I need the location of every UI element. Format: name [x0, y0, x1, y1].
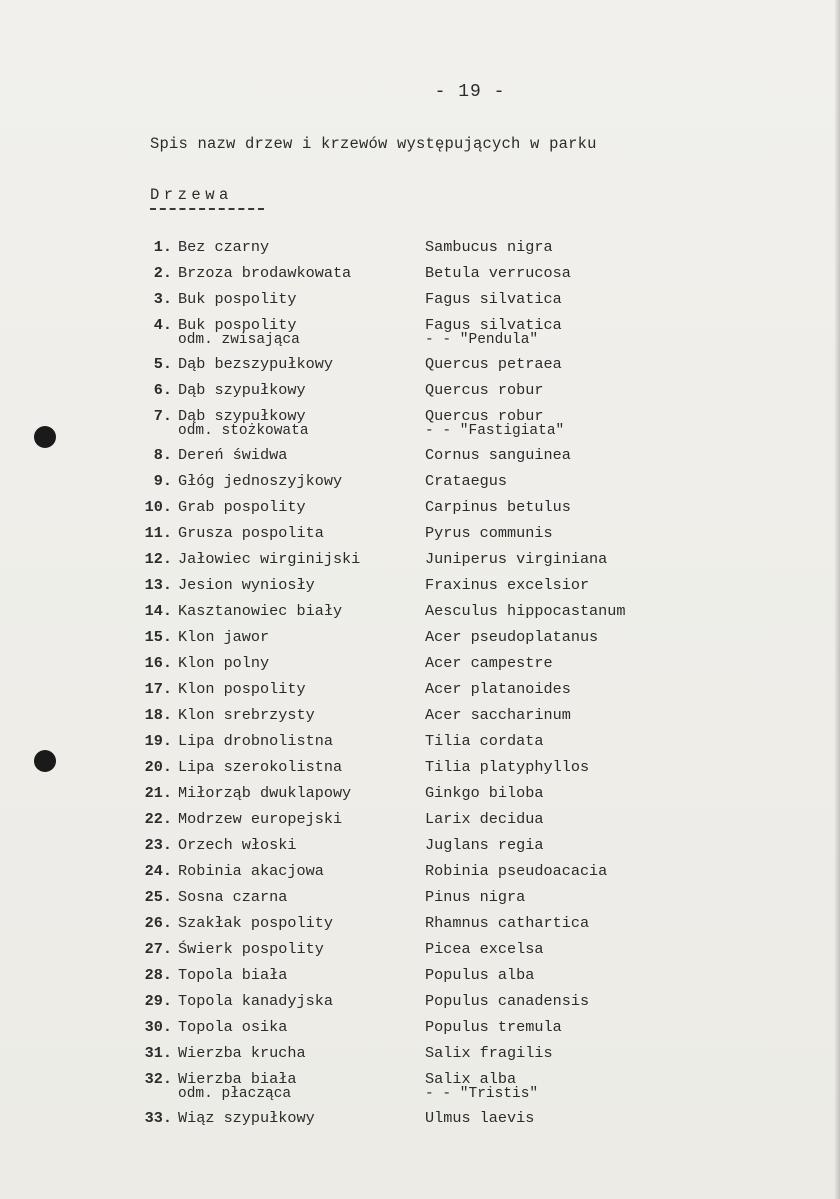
latin-variety: - - "Tristis" [425, 1086, 539, 1102]
row-number: 13. [144, 576, 172, 594]
table-row [0, 992, 840, 1018]
polish-name: Dereń świdwa [178, 446, 288, 464]
polish-name: Dąb bezszypułkowy [178, 355, 333, 373]
table-row [0, 810, 840, 836]
row-number: 5. [153, 355, 172, 373]
table-row [0, 628, 840, 654]
table-row [0, 576, 840, 602]
table-row [0, 784, 840, 810]
table-row [0, 914, 840, 940]
polish-name: Głóg jednoszyjkowy [178, 472, 343, 490]
table-row [0, 290, 840, 316]
polish-name: Buk pospolity [178, 316, 297, 334]
row-number: 22. [144, 810, 172, 828]
row-number: 3. [153, 290, 172, 308]
polish-name: Klon pospolity [178, 680, 306, 698]
latin-name: Cornus sanguinea [425, 446, 571, 464]
table-row [0, 381, 840, 407]
polish-name: Szakłak pospolity [178, 914, 333, 932]
row-number: 17. [144, 680, 172, 698]
latin-name: Sambucus nigra [425, 238, 553, 256]
polish-name: Klon polny [178, 654, 270, 672]
polish-variety: odm. płacząca [178, 1086, 292, 1102]
polish-name: Klon srebrzysty [178, 706, 315, 724]
table-row [0, 446, 840, 472]
latin-name: Quercus robur [425, 381, 544, 399]
table-row [0, 654, 840, 680]
latin-name: Aesculus hippocastanum [425, 602, 626, 620]
table-row [0, 888, 840, 914]
table-row [0, 316, 840, 355]
latin-name: Populus tremula [425, 1018, 562, 1036]
latin-name: Pyrus communis [425, 524, 553, 542]
latin-name: Fagus silvatica [425, 316, 562, 334]
row-number: 29. [144, 992, 172, 1010]
latin-name: Juniperus virginiana [425, 550, 608, 568]
row-number: 24. [144, 862, 172, 880]
polish-name: Lipa drobnolistna [178, 732, 333, 750]
row-number: 7. [153, 407, 172, 425]
table-row [0, 1044, 840, 1070]
latin-name: Quercus petraea [425, 355, 562, 373]
latin-name: Tilia cordata [425, 732, 544, 750]
polish-name: Miłorząb dwuklapowy [178, 784, 352, 802]
row-number: 9. [153, 472, 172, 490]
polish-name: Świerk pospolity [178, 940, 324, 958]
latin-name: Ulmus laevis [425, 1109, 535, 1127]
polish-name: Klon jawor [178, 628, 270, 646]
table-row [0, 524, 840, 550]
latin-name: Populus canadensis [425, 992, 590, 1010]
latin-name: Quercus robur [425, 407, 544, 425]
polish-name: Orzech włoski [178, 836, 297, 854]
row-number: 23. [144, 836, 172, 854]
latin-name: Acer saccharinum [425, 706, 571, 724]
row-number: 10. [144, 498, 172, 516]
table-row [0, 407, 840, 446]
row-number: 8. [153, 446, 172, 464]
latin-name: Salix alba [425, 1070, 517, 1088]
table-row [0, 264, 840, 290]
table-row [0, 966, 840, 992]
row-number: 31. [144, 1044, 172, 1062]
polish-name: Grab pospolity [178, 498, 306, 516]
row-number: 25. [144, 888, 172, 906]
polish-variety: odm. stożkowata [178, 423, 309, 439]
row-number: 12. [144, 550, 172, 568]
row-number: 4. [153, 316, 172, 334]
polish-variety: odm. zwisająca [178, 332, 300, 348]
table-row [0, 355, 840, 381]
latin-name: Salix fragilis [425, 1044, 553, 1062]
row-number: 6. [153, 381, 172, 399]
table-row [0, 706, 840, 732]
table-row [0, 602, 840, 628]
latin-name: Acer campestre [425, 654, 553, 672]
page-number: - 19 - [434, 82, 506, 102]
table-row [0, 758, 840, 784]
latin-name: Rhamnus cathartica [425, 914, 590, 932]
table-row [0, 550, 840, 576]
table-row [0, 732, 840, 758]
latin-name: Acer platanoides [425, 680, 571, 698]
species-list [0, 238, 840, 1135]
row-number: 14. [144, 602, 172, 620]
latin-name: Fagus silvatica [425, 290, 562, 308]
polish-name: Dąb szypułkowy [178, 407, 306, 425]
latin-name: Carpinus betulus [425, 498, 571, 516]
row-number: 2. [153, 264, 172, 282]
polish-name: Bez czarny [178, 238, 270, 256]
row-number: 21. [144, 784, 172, 802]
row-number: 28. [144, 966, 172, 984]
polish-name: Dąb szypułkowy [178, 381, 306, 399]
latin-name: Ginkgo biloba [425, 784, 544, 802]
polish-name: Wierzba krucha [178, 1044, 306, 1062]
polish-name: Grusza pospolita [178, 524, 324, 542]
section-heading: Drzewa [150, 186, 233, 204]
polish-name: Lipa szerokolistna [178, 758, 343, 776]
latin-variety: - - "Fastigiata" [425, 423, 565, 439]
polish-name: Brzoza brodawkowata [178, 264, 352, 282]
table-row [0, 1070, 840, 1109]
row-number: 19. [144, 732, 172, 750]
latin-name: Betula verrucosa [425, 264, 571, 282]
row-number: 32. [144, 1070, 172, 1088]
latin-name: Fraxinus excelsior [425, 576, 590, 594]
latin-name: Crataegus [425, 472, 508, 490]
polish-name: Topola biała [178, 966, 288, 984]
table-row [0, 862, 840, 888]
polish-name: Kasztanowiec biały [178, 602, 343, 620]
polish-name: Jesion wyniosły [178, 576, 315, 594]
table-row [0, 472, 840, 498]
table-row [0, 940, 840, 966]
latin-name: Tilia platyphyllos [425, 758, 590, 776]
document-title: Spis nazw drzew i krzewów występujących w parku [150, 135, 597, 153]
table-row [0, 1109, 840, 1135]
row-number: 30. [144, 1018, 172, 1036]
table-row [0, 1018, 840, 1044]
latin-name: Robinia pseudoacacia [425, 862, 608, 880]
latin-name: Populus alba [425, 966, 535, 984]
row-number: 27. [144, 940, 172, 958]
row-number: 1. [153, 238, 172, 256]
latin-name: Acer pseudoplatanus [425, 628, 599, 646]
row-number: 15. [144, 628, 172, 646]
row-number: 11. [144, 524, 172, 542]
polish-name: Wierzba biała [178, 1070, 297, 1088]
section-underline [150, 208, 264, 210]
latin-name: Larix decidua [425, 810, 544, 828]
polish-name: Wiąz szypułkowy [178, 1109, 315, 1127]
row-number: 20. [144, 758, 172, 776]
latin-variety: - - "Pendula" [425, 332, 539, 348]
table-row [0, 836, 840, 862]
polish-name: Topola osika [178, 1018, 288, 1036]
polish-name: Jałowiec wirginijski [178, 550, 361, 568]
row-number: 18. [144, 706, 172, 724]
latin-name: Juglans regia [425, 836, 544, 854]
table-row [0, 680, 840, 706]
polish-name: Buk pospolity [178, 290, 297, 308]
latin-name: Pinus nigra [425, 888, 526, 906]
row-number: 33. [144, 1109, 172, 1127]
table-row [0, 238, 840, 264]
polish-name: Modrzew europejski [178, 810, 343, 828]
table-row [0, 498, 840, 524]
polish-name: Topola kanadyjska [178, 992, 333, 1010]
polish-name: Sosna czarna [178, 888, 288, 906]
polish-name: Robinia akacjowa [178, 862, 324, 880]
latin-name: Picea excelsa [425, 940, 544, 958]
row-number: 16. [144, 654, 172, 672]
row-number: 26. [144, 914, 172, 932]
